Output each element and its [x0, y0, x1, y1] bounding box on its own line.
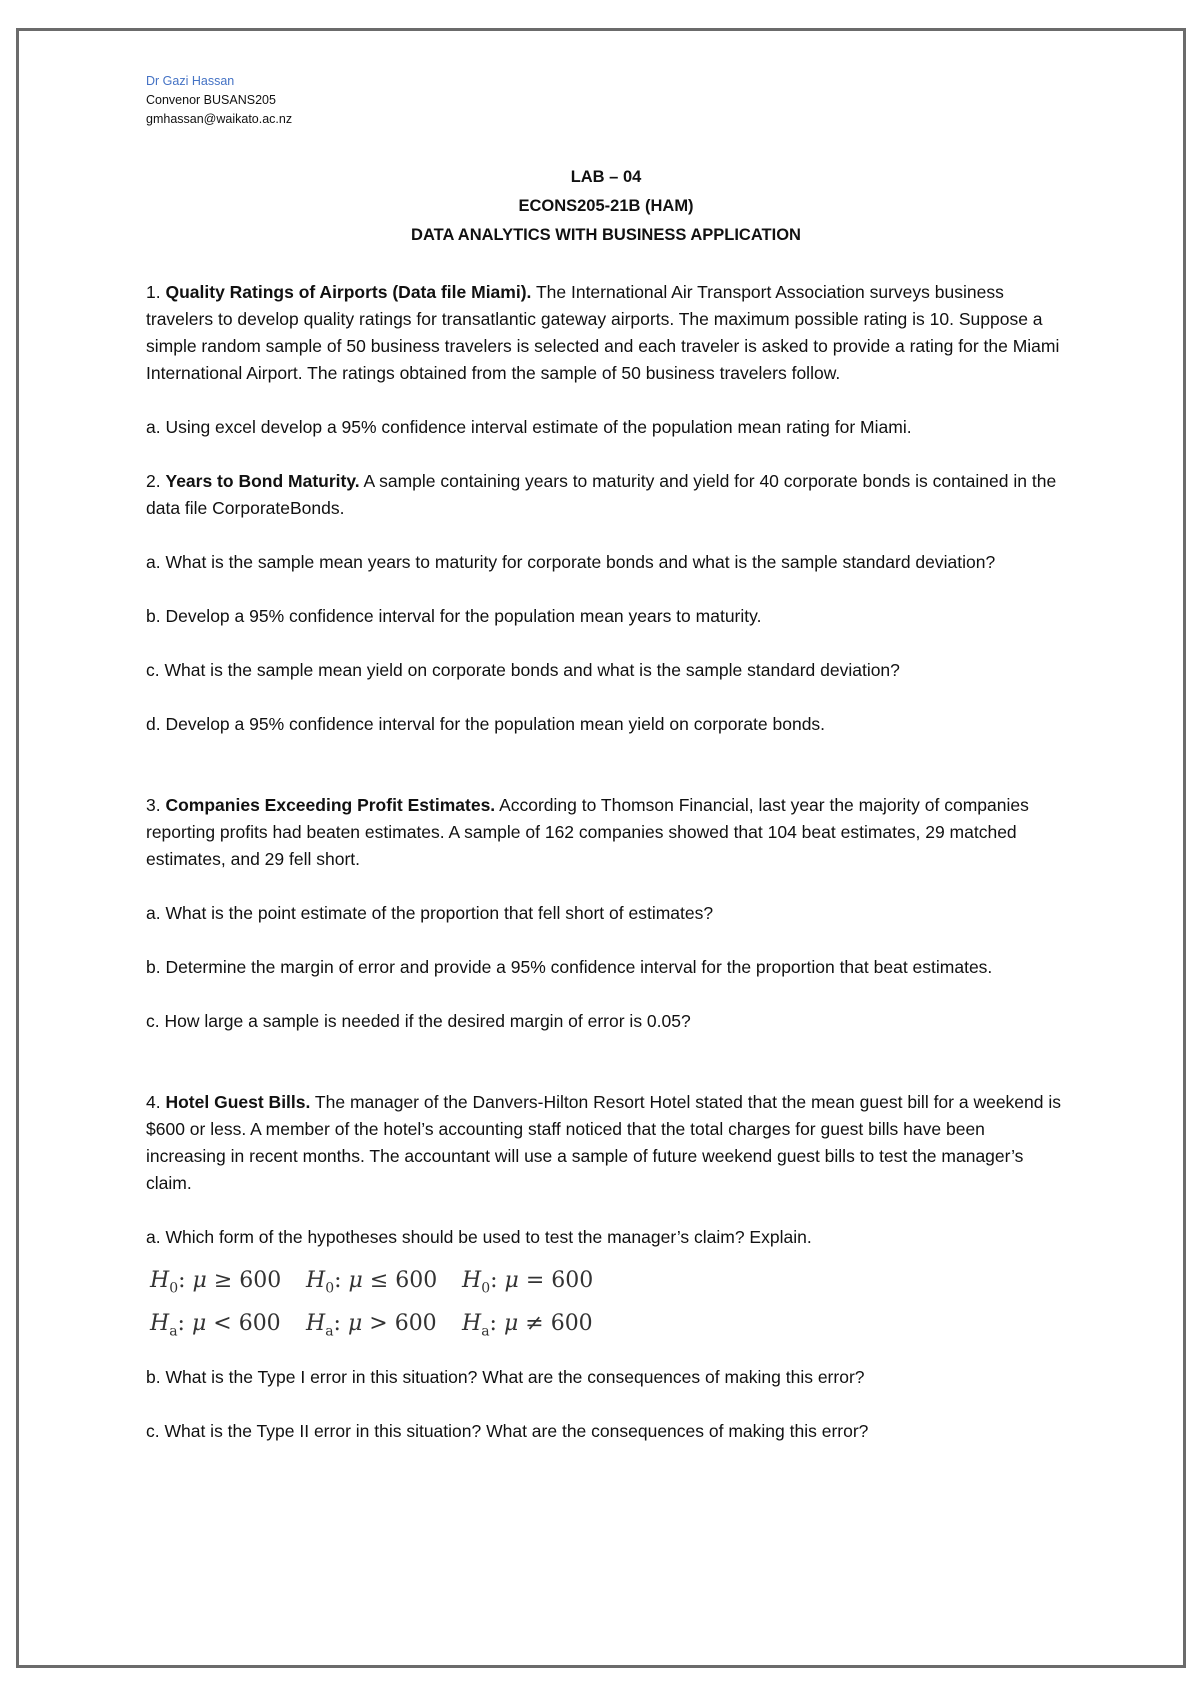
- question-4-intro: [146, 1089, 1066, 1197]
- null-hypothesis-2: $H_0$: μ ≤ 600: [306, 1268, 438, 1297]
- author-role: Convenor BUSANS205: [146, 93, 276, 107]
- question-1-text: The International Air Transport Association surveys business travelers to develop quality ratings for transatlantic gateway airports. The maximum possible rating is 10. Suppose a simple random sample of 50 business travelers is selected and each traveler is asked to provide a rating for the Miami International Airport. The ratings obtained from the sample of 50 business travelers follow.: [146, 282, 1060, 383]
- question-2-part-a: a. What is the sample mean years to maturity for corporate bonds and what is the sample standard deviation?: [146, 552, 996, 572]
- question-2-part-d: d. Develop a 95% confidence interval for the population mean yield on corporate bonds.: [146, 714, 826, 734]
- question-4-heading: Hotel Guest Bills.: [165, 1092, 311, 1112]
- question-1-heading: Quality Ratings of Airports (Data file Miami).: [165, 282, 532, 302]
- question-2-number: 2.: [146, 471, 161, 491]
- question-1: [146, 279, 1066, 441]
- alt-hypothesis-1: $H_a$: μ < 600: [150, 1311, 281, 1340]
- title-course-name: DATA ANALYTICS WITH BUSINESS APPLICATION: [411, 226, 801, 244]
- question-2-intro: [146, 468, 1066, 522]
- question-list: [146, 279, 1066, 1445]
- author-email: gmhassan@waikato.ac.nz: [146, 112, 293, 126]
- question-3-text: According to Thomson Financial, last year the majority of companies reporting profits had beaten estimates. A sample of 162 companies showed that 104 beat estimates, 29 matched estimates, and 29 fell short.: [146, 795, 1029, 869]
- question-3-part-c: c. How large a sample is needed if the desired margin of error is 0.05?: [146, 1011, 691, 1031]
- question-1-part-a: a. Using excel develop a 95% confidence interval estimate of the population mean rating for Miami.: [146, 417, 912, 437]
- question-4-text: The manager of the Danvers-Hilton Resort Hotel stated that the mean guest bill for a weekend is $600 or less. A member of the hotel’s accounting staff noticed that the total charges for guest bills have been increasing in recent months. The accountant will use a sample of future weekend guest bills to test the manager’s claim.: [146, 1092, 1062, 1193]
- null-hypotheses-row: [150, 1263, 1066, 1306]
- question-4: [146, 1089, 1066, 1445]
- hypotheses-formulas: [146, 1263, 1066, 1350]
- question-2-part-c: c. What is the sample mean yield on corporate bonds and what is the sample standard deviation?: [146, 660, 900, 680]
- document-header: [146, 72, 1066, 129]
- question-3-heading: Companies Exceeding Profit Estimates.: [165, 795, 496, 815]
- document-title: [146, 163, 1066, 250]
- question-1-number: 1.: [146, 282, 161, 302]
- alternative-hypotheses-row: [150, 1306, 1066, 1349]
- question-4-part-b: b. What is the Type I error in this situation? What are the consequences of making this error?: [146, 1366, 865, 1387]
- question-3-part-b: b. Determine the margin of error and provide a 95% confidence interval for the proportion that beat estimates.: [146, 957, 993, 977]
- question-2-part-b: b. Develop a 95% confidence interval for the population mean years to maturity.: [146, 606, 762, 626]
- title-course-code: ECONS205-21B (HAM): [518, 197, 694, 215]
- question-2: [146, 468, 1066, 738]
- null-hypothesis-3: $H_0$: μ = 600: [462, 1268, 594, 1297]
- question-3-part-a: a. What is the point estimate of the proportion that fell short of estimates?: [146, 903, 714, 923]
- question-1-intro: [146, 279, 1066, 387]
- question-3-intro: [146, 792, 1066, 873]
- question-3: [146, 792, 1066, 1035]
- document-body: [146, 72, 1066, 1445]
- question-2-text: A sample containing years to maturity and yield for 40 corporate bonds is contained in the data file CorporateBonds.: [146, 471, 1057, 518]
- null-hypothesis-1: $H_0$: μ ≥ 600: [150, 1268, 282, 1297]
- question-4-number: 4.: [146, 1092, 161, 1112]
- title-lab-number: LAB – 04: [570, 168, 642, 186]
- question-2-heading: Years to Bond Maturity.: [165, 471, 360, 491]
- question-3-number: 3.: [146, 795, 161, 815]
- alt-hypothesis-3: $H_a$: μ ≠ 600: [462, 1311, 593, 1340]
- author-name: Dr Gazi Hassan: [146, 74, 235, 88]
- question-4-part-c: c. What is the Type II error in this situation? What are the consequences of making this error?: [146, 1420, 869, 1441]
- alt-hypothesis-2: $H_a$: μ > 600: [306, 1311, 437, 1340]
- question-4-part-a: a. Which form of the hypotheses should be used to test the manager’s claim? Explain.: [146, 1227, 812, 1247]
